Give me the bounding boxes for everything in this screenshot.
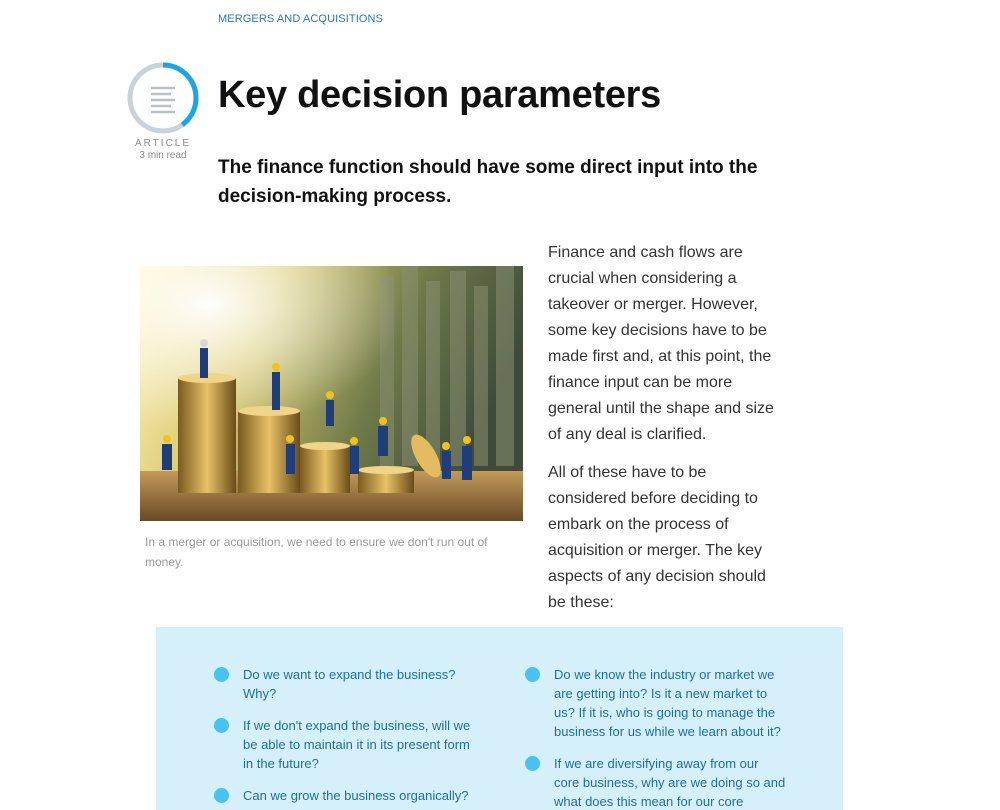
page-title: Key decision parameters [218,74,661,116]
bullet-dot-icon [525,756,540,771]
question-item [214,665,476,703]
read-time: 3 min read [139,150,187,161]
questions-column-left [214,665,476,810]
question-text: Do we know the industry or market we are getting into? Is it a new market to us? If it is, who is going to manage the business for us while we learn about it? [554,667,781,739]
question-text: Do we want to expand the business? Why? [243,667,456,701]
question-text: If we are diversifying away from our core business, why are we doing so and what does this mean for our core [554,756,786,809]
question-text: If we don't expand the business, will we be able to maintain it in its present form in the future? [243,718,471,771]
question-item [525,754,787,810]
bullet-dot-icon [214,667,229,682]
key-questions-box [156,627,843,810]
article-body [548,240,788,628]
bullet-dot-icon [214,788,229,803]
question-item [525,665,787,741]
reading-progress-ring [127,62,199,134]
bullet-dot-icon [214,718,229,733]
question-text: Can we grow the business organically? [243,788,469,803]
question-item [214,716,476,773]
question-item [214,786,476,805]
body-paragraph: All of these have to be considered before deciding to embark on the process of acquisition or merger. The key aspects of any decision should be these: [548,464,766,611]
category-link[interactable]: MERGERS AND ACQUISITIONS [218,13,383,25]
article-badge [127,62,199,172]
image-caption: In a merger or acquisition, we need to ensure we don't run out of money. [145,535,488,569]
article-lead: The finance function should have some direct input into the decision-making process. [218,157,758,207]
bullet-dot-icon [525,667,540,682]
document-icon [151,88,175,112]
questions-column-right [525,665,787,810]
content-type-label: ARTICLE [134,138,192,149]
hero-image [140,266,523,521]
body-paragraph: Finance and cash flows are crucial when considering a takeover or merger. However, some key decisions have to be made first and, at this point, the finance input can be more general until the shape and size of any deal is clarified. [548,244,774,443]
coin-stacks-illustration [140,266,523,521]
